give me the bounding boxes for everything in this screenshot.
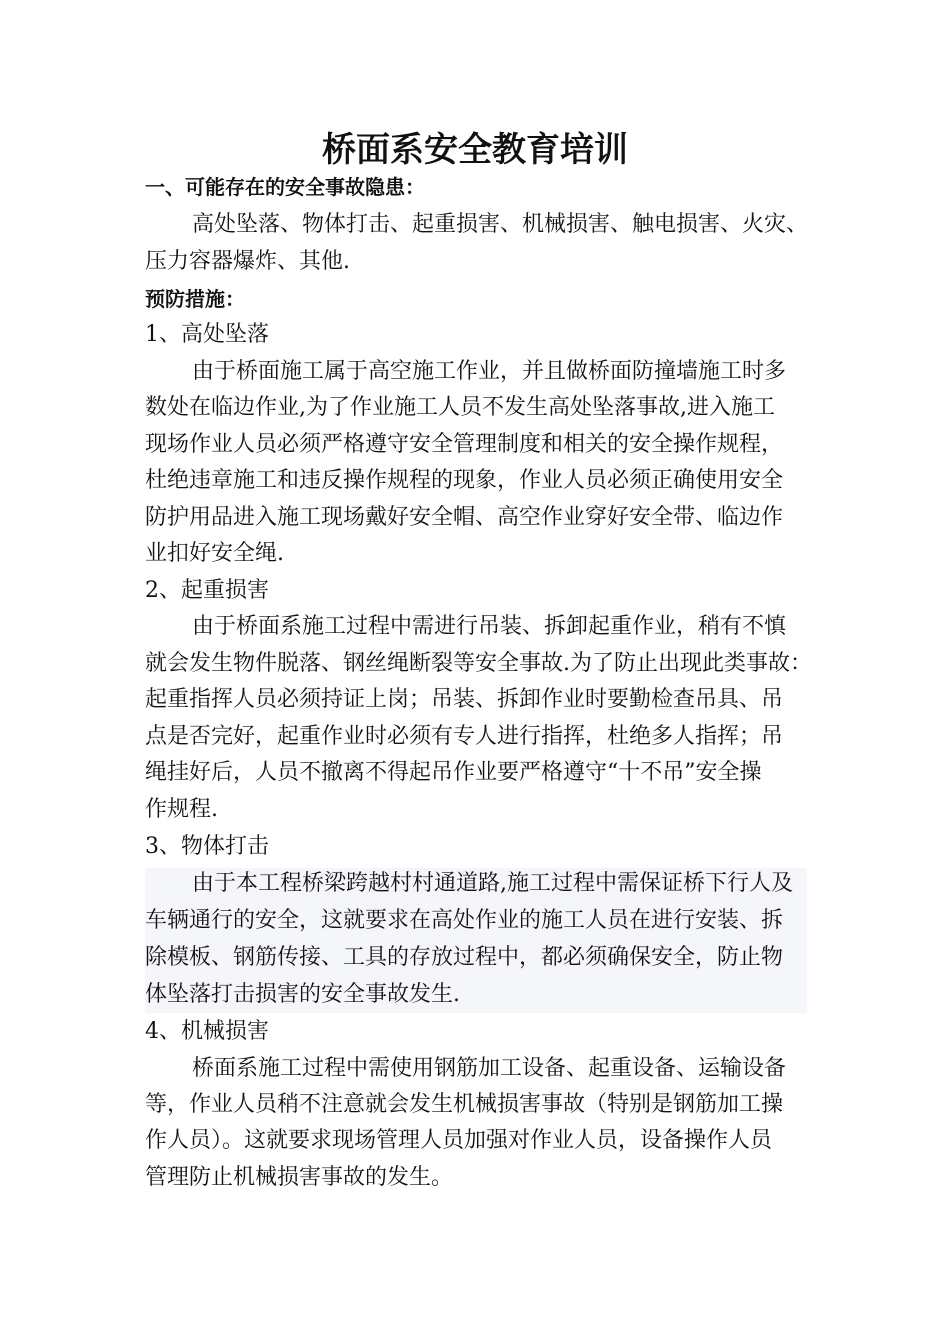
item-line: 桥面系施工过程中需使用钢筋加工设备、起重设备、运输设备 — [192, 1056, 787, 1081]
section-heading-hazards: 一、可能存在的安全事故隐患： — [145, 175, 425, 199]
item-line: 车辆通行的安全，这就要求在高处作业的施工人员在进行安装、拆 — [145, 908, 784, 933]
item-line: 防护用品进入施工现场戴好安全帽、高空作业穿好安全带、临边作 — [145, 505, 784, 530]
item-line: 管理防止机械损害事故的发生。 — [145, 1165, 454, 1190]
item-line: 等，作业人员稍不注意就会发生机械损害事故（特别是钢筋加工操 — [145, 1092, 784, 1117]
item-line: 由于本工程桥梁跨越村村通道路,施工过程中需保证桥下行人及 — [192, 871, 793, 896]
document-title: 桥面系安全教育培训 — [322, 130, 628, 170]
item-line: 体坠落打击损害的安全事故发生. — [145, 982, 460, 1007]
item-line: 点是否完好，起重作业时必须有专人进行指挥，杜绝多人指挥；吊 — [145, 724, 784, 749]
item-line: 绳挂好后，人员不撤离不得起吊作业要严格遵守“十不吊”安全操 — [145, 760, 762, 785]
item-line: 就会发生物件脱落、钢丝绳断裂等安全事故.为了防止出现此类事故： — [145, 651, 812, 676]
item-line: 业扣好安全绳. — [145, 541, 284, 566]
item-line: 除模板、钢筋传接、工具的存放过程中，都必须确保安全，防止物 — [145, 945, 784, 970]
item-line: 由于桥面系施工过程中需进行吊装、拆卸起重作业，稍有不慎 — [192, 614, 787, 639]
item-heading: 4、机械损害 — [145, 1019, 269, 1044]
item-line: 数处在临边作业,为了作业施工人员不发生高处坠落事故,进入施工 — [145, 395, 775, 420]
item-line: 杜绝违章施工和违反操作规程的现象，作业人员必须正确使用安全 — [145, 468, 784, 493]
item-heading: 1、高处坠落 — [145, 322, 269, 347]
item-line: 起重指挥人员必须持证上岗；吊装、拆卸作业时要勤检查吊具、吊 — [145, 687, 784, 712]
item-heading: 2、起重损害 — [145, 578, 269, 603]
item-line: 由于桥面施工属于高空施工作业，并且做桥面防撞墙施工时多 — [192, 359, 787, 384]
prevention-heading: 预防措施： — [145, 287, 245, 311]
item-line: 作规程. — [145, 797, 218, 822]
item-line: 作人员）。这就要求现场管理人员加强对作业人员，设备操作人员 — [145, 1128, 773, 1153]
hazards-line: 压力容器爆炸、其他. — [145, 249, 350, 274]
item-heading: 3、物体打击 — [145, 834, 269, 859]
hazards-line: 高处坠落、物体打击、起重损害、机械损害、触电损害、火灾、 — [192, 212, 809, 237]
item-line: 现场作业人员必须严格遵守安全管理制度和相关的安全操作规程， — [145, 432, 784, 457]
